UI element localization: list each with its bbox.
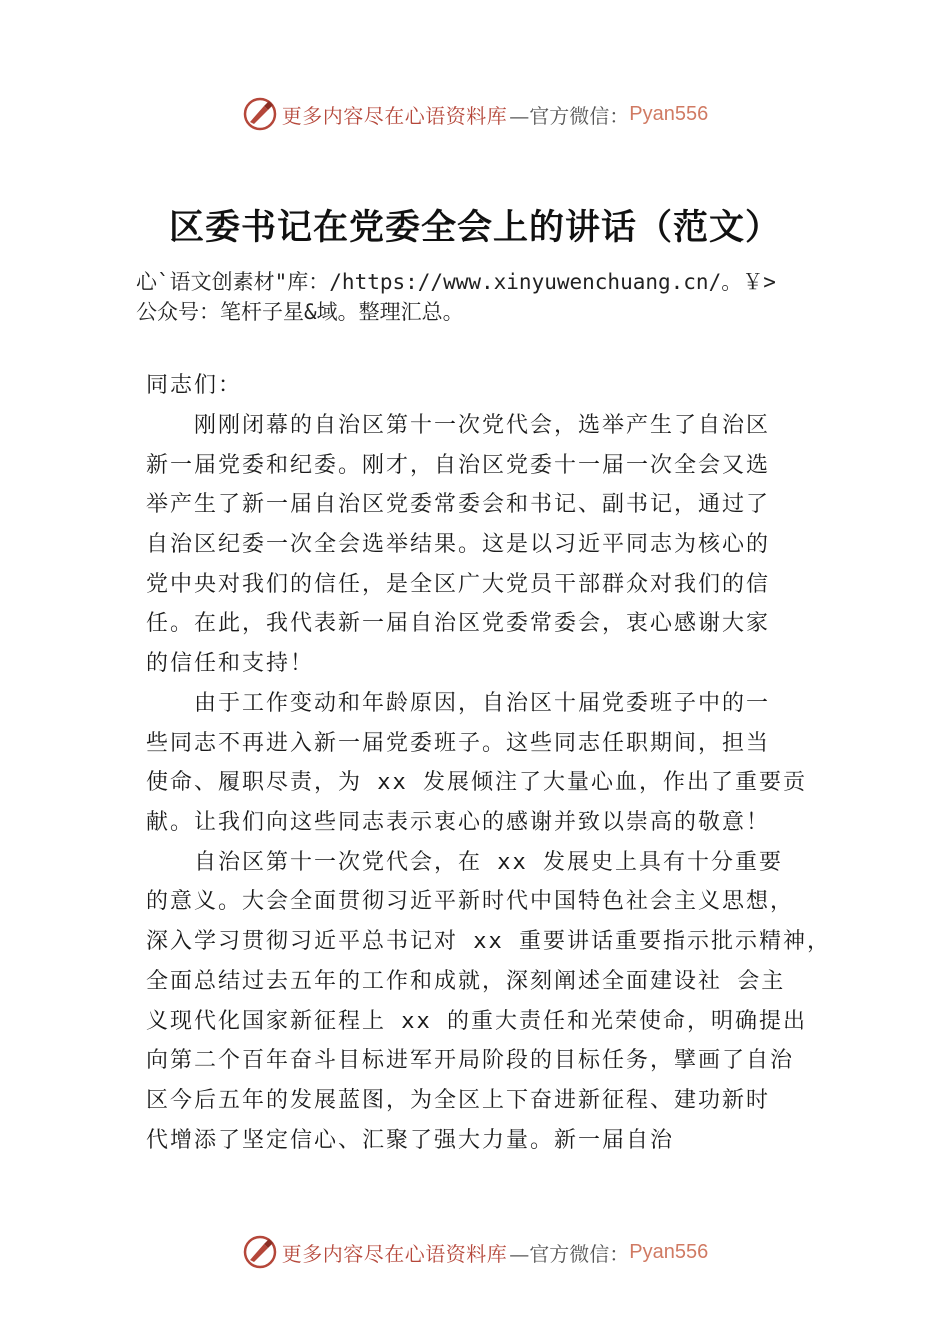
body-line: 新一届党委和纪委。刚才，自治区党委十一届一次全会又选 xyxy=(146,453,771,478)
body-line: 献。让我们向这些同志表示衷心的感谢并致以崇高的敬意！ xyxy=(146,810,771,835)
body-line: 刚刚闭幕的自治区第十一次党代会，选举产生了自治区 xyxy=(146,413,771,438)
banner-wechat-label: —官方微信： xyxy=(509,103,630,128)
body-line: 深入学习贯彻习近平总书记对 xx 重要讲话重要指示批示精神， xyxy=(146,929,831,954)
body-line: 的意义。大会全面贯彻习近平新时代中国特色社会主义思想， xyxy=(146,889,795,914)
banner-wechat-label: —官方微信： xyxy=(509,1241,630,1266)
body-line: 自治区纪委一次全会选举结果。这是以习近平同志为核心的 xyxy=(146,532,771,557)
header-banner xyxy=(0,94,950,134)
body-line: 向第二个百年奋斗目标进军开局阶段的目标任务，擘画了自治 xyxy=(146,1048,795,1073)
body-line: 的信任和支持！ xyxy=(146,651,315,676)
footer-banner xyxy=(0,1232,950,1272)
pen-logo-icon xyxy=(242,1234,278,1270)
body-line: 代增添了坚定信心、汇聚了强大力量。新一届自治 xyxy=(146,1128,675,1153)
body-line: 由于工作变动和年龄原因，自治区十届党委班子中的一 xyxy=(146,691,771,716)
pen-logo-icon xyxy=(242,96,278,132)
body-line: 自治区第十一次党代会，在 xx 发展史上具有十分重要 xyxy=(146,850,783,875)
body-line: 使命、履职尽责，为 xx 发展倾注了大量心血，作出了重要贡 xyxy=(146,770,807,795)
body-line: 举产生了新一届自治区党委常委会和书记、副书记，通过了 xyxy=(146,492,771,517)
source-line-2: 公众号：笔杆子星&域。整理汇总。 xyxy=(136,300,464,324)
body-line: 同志们： xyxy=(146,373,243,398)
banner-wechat-id: Pyan556 xyxy=(629,1240,709,1263)
document-title: 区委书记在党委全会上的讲话（范文） xyxy=(168,207,781,248)
body-line: 党中央对我们的信任，是全区广大党员干部群众对我们的信 xyxy=(146,572,771,597)
body-line: 全面总结过去五年的工作和成就，深刻阐述全面建设社 会主 xyxy=(146,969,786,994)
body-line: 些同志不再进入新一届党委班子。这些同志任职期间，担当 xyxy=(146,731,771,756)
body-line: 任。在此，我代表新一届自治区党委常委会，衷心感谢大家 xyxy=(146,611,771,636)
source-line-1: 心`语文创素材"库：/https://www.xinyuwenchuang.cn/。￥> xyxy=(136,270,776,294)
body-line: 义现代化国家新征程上 xx 的重大责任和光荣使命，明确提出 xyxy=(146,1009,807,1034)
banner-text: 更多内容尽在心语资料库 xyxy=(281,103,508,128)
banner-wechat-id: Pyan556 xyxy=(629,102,709,125)
body-line: 区今后五年的发展蓝图，为全区上下奋进新征程、建功新时 xyxy=(146,1088,771,1113)
banner-text: 更多内容尽在心语资料库 xyxy=(281,1241,508,1266)
